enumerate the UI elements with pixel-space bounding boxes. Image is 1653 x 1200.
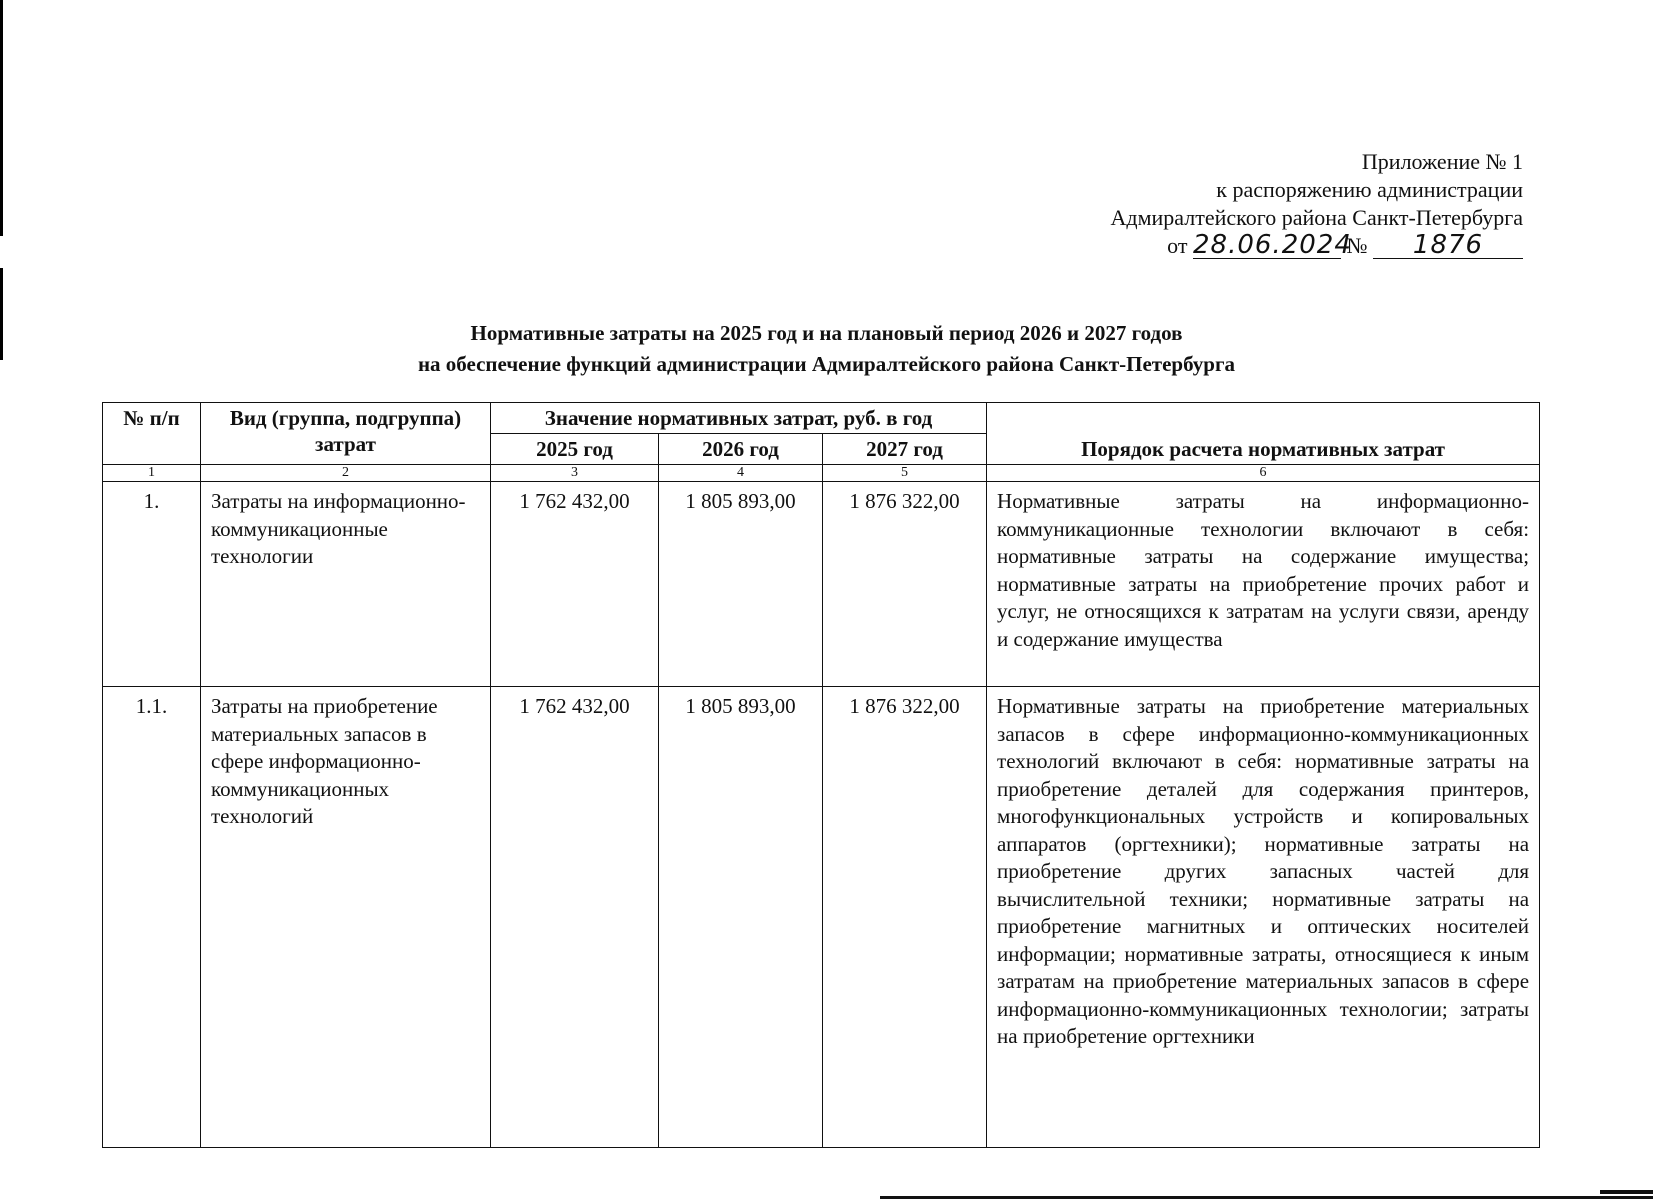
column-number: 6 <box>987 465 1540 482</box>
scan-bottom-line <box>880 1196 1653 1199</box>
row-value-2025: 1 762 432,00 <box>491 687 659 1148</box>
header-row-1 <box>103 403 1540 434</box>
header-2025: 2025 год <box>491 434 659 465</box>
header-2026: 2026 год <box>659 434 823 465</box>
row-value-2027: 1 876 322,00 <box>823 687 987 1148</box>
row-value-2025: 1 762 432,00 <box>491 482 659 687</box>
row-value-2026: 1 805 893,00 <box>659 482 823 687</box>
scan-right-line <box>1600 1190 1653 1194</box>
scan-edge-mark-top <box>0 0 3 236</box>
appendix-number-label: № <box>1346 233 1368 258</box>
table-row <box>103 687 1540 1148</box>
appendix-line-3: Адмиралтейского района Санкт-Петербурга <box>1110 205 1523 230</box>
document-title-line-2: на обеспечение функций администрации Адмиралтейского района Санкт-Петербурга <box>417 352 1236 376</box>
normative-costs-table <box>102 402 1540 1148</box>
row-value-2027: 1 876 322,00 <box>823 482 987 687</box>
row-number: 1.1. <box>103 687 201 1148</box>
header-2027: 2027 год <box>823 434 987 465</box>
row-procedure: Нормативные затраты на информационно-коммуникационные технологии включают в себя: нормативные затраты на содержание имущества; нормативные затраты на приобретение прочих работ и услуг, не относящихся к затратам на услуги связи, аренду и содержание имущества <box>987 482 1540 687</box>
document-title-line-1: Нормативные затраты на 2025 год и на плановый период 2026 и 2027 годов <box>470 321 1183 345</box>
appendix-date-handwritten: 28.06.2024 <box>1193 230 1352 260</box>
appendix-from-label: от <box>1167 233 1188 258</box>
header-procedure: Порядок расчета нормативных затрат <box>987 403 1540 465</box>
column-number: 5 <box>823 465 987 482</box>
appendix-line-2: к распоряжению администрации <box>1216 177 1523 202</box>
row-value-2026: 1 805 893,00 <box>659 687 823 1148</box>
row-procedure: Нормативные затраты на приобретение материальных запасов в сфере информационно-коммуникационных технологий включают в себя: нормативные затраты на приобретение деталей для содержания принтеров, многофункциональных устройств и копировальных аппаратов (оргтехники); нормативные затраты на приобретение других запасных частей для вычислительной техники; нормативные затраты на приобретение магнитных и оптических носителей информации; нормативные затраты, относящиеся к иным затратам на приобретение материальных запасов в сфере информационно-коммуникационных технологии; затраты на приобретение оргтехники <box>987 687 1540 1148</box>
appendix-number-handwritten: 1876 <box>1373 232 1523 259</box>
column-number-row <box>103 465 1540 482</box>
document-title <box>0 318 1653 380</box>
header-number: № п/п <box>103 403 201 465</box>
appendix-block <box>1111 148 1523 260</box>
column-number: 4 <box>659 465 823 482</box>
row-cost-type: Затраты на приобретение материальных запасов в сфере информационно-коммуникационных технологий <box>201 687 491 1148</box>
column-number: 2 <box>201 465 491 482</box>
header-values-group: Значение нормативных затрат, руб. в год <box>491 403 987 434</box>
appendix-line-1: Приложение № 1 <box>1361 149 1523 174</box>
row-cost-type: Затраты на информационно-коммуникационные технологии <box>201 482 491 687</box>
header-kind: Вид (группа, подгруппа) затрат <box>201 403 491 465</box>
row-number: 1. <box>103 482 201 687</box>
column-number: 3 <box>491 465 659 482</box>
table-row <box>103 482 1540 687</box>
appendix-date-number-line <box>1111 232 1523 260</box>
column-number: 1 <box>103 465 201 482</box>
